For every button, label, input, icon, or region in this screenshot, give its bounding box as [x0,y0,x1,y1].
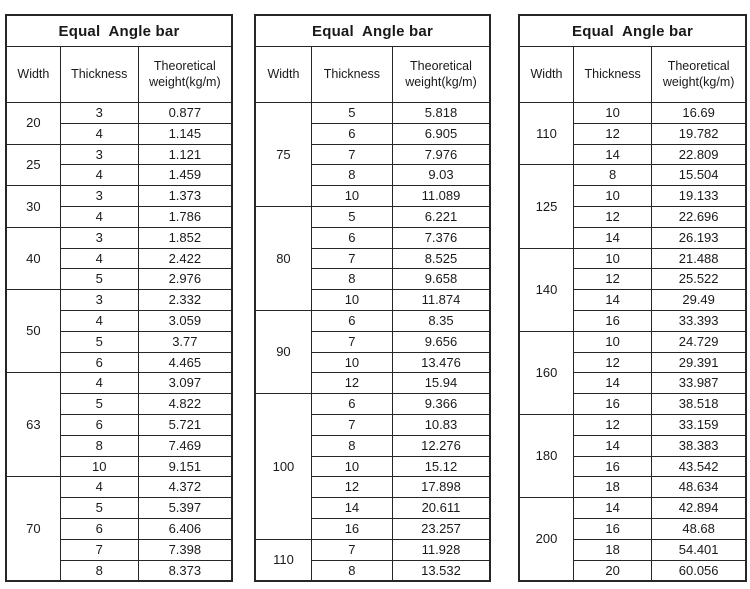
column-header-width: Width [255,47,311,103]
thickness-cell: 14 [573,227,651,248]
thickness-cell: 3 [60,144,138,165]
weight-cell: 19.782 [652,123,746,144]
weight-cell: 3.77 [138,331,232,352]
table-row [519,103,746,124]
table-row [255,539,490,560]
thickness-cell: 12 [573,206,651,227]
weight-cell: 33.159 [652,414,746,435]
width-cell: 140 [519,248,573,331]
weight-cell: 22.809 [652,144,746,165]
width-cell: 200 [519,498,573,582]
thickness-cell: 20 [573,560,651,581]
weight-cell: 4.465 [138,352,232,373]
thickness-cell: 5 [311,206,392,227]
width-cell: 20 [6,103,60,145]
weight-cell: 1.373 [138,186,232,207]
width-cell: 70 [6,477,60,581]
table-row [519,498,746,519]
thickness-cell: 18 [573,539,651,560]
width-cell: 180 [519,414,573,497]
thickness-cell: 4 [60,248,138,269]
table-row [6,290,232,311]
thickness-cell: 10 [311,186,392,207]
weight-cell: 3.097 [138,373,232,394]
weight-cell: 10.83 [392,414,490,435]
weight-cell: 23.257 [392,518,490,539]
thickness-cell: 16 [573,394,651,415]
thickness-cell: 7 [311,248,392,269]
weight-cell: 22.696 [652,206,746,227]
weight-cell: 15.504 [652,165,746,186]
weight-cell: 8.35 [392,310,490,331]
column-header-thickness: Thickness [311,47,392,103]
table-head [255,15,490,103]
width-cell: 50 [6,290,60,373]
weight-cell: 48.634 [652,477,746,498]
weight-cell: 20.611 [392,498,490,519]
weight-cell: 5.818 [392,103,490,124]
thickness-cell: 12 [573,414,651,435]
thickness-cell: 6 [311,227,392,248]
thickness-cell: 10 [311,290,392,311]
weight-cell: 38.518 [652,394,746,415]
thickness-cell: 10 [573,331,651,352]
thickness-cell: 8 [573,165,651,186]
thickness-cell: 14 [573,373,651,394]
table-title: Equal Angle bar [6,15,232,47]
width-cell: 110 [255,539,311,581]
weight-cell: 11.928 [392,539,490,560]
thickness-cell: 5 [60,269,138,290]
thickness-cell: 16 [573,310,651,331]
thickness-cell: 4 [60,477,138,498]
weight-cell: 2.332 [138,290,232,311]
thickness-cell: 16 [311,518,392,539]
table-row [6,103,232,124]
thickness-cell: 4 [60,123,138,144]
table-head [519,15,746,103]
thickness-cell: 14 [573,290,651,311]
table-row [6,373,232,394]
weight-cell: 4.822 [138,394,232,415]
thickness-cell: 6 [311,394,392,415]
thickness-cell: 3 [60,227,138,248]
weight-cell: 4.372 [138,477,232,498]
weight-cell: 9.658 [392,269,490,290]
thickness-cell: 10 [311,456,392,477]
thickness-cell: 4 [60,310,138,331]
weight-cell: 12.276 [392,435,490,456]
column-header-thickness: Thickness [60,47,138,103]
table-row [519,165,746,186]
weight-cell: 6.905 [392,123,490,144]
width-cell: 63 [6,373,60,477]
width-cell: 75 [255,103,311,207]
table-row [519,331,746,352]
weight-cell: 2.422 [138,248,232,269]
width-cell: 40 [6,227,60,289]
thickness-cell: 3 [60,186,138,207]
weight-cell: 7.398 [138,539,232,560]
width-cell: 25 [6,144,60,186]
thickness-cell: 14 [573,498,651,519]
weight-cell: 15.12 [392,456,490,477]
thickness-cell: 5 [60,331,138,352]
table-row [255,394,490,415]
weight-cell: 6.221 [392,206,490,227]
weight-cell: 9.366 [392,394,490,415]
thickness-cell: 8 [311,435,392,456]
weight-cell: 5.721 [138,414,232,435]
thickness-cell: 10 [573,103,651,124]
width-cell: 125 [519,165,573,248]
table-row [6,186,232,207]
width-cell: 160 [519,331,573,414]
weight-cell: 13.532 [392,560,490,581]
column-header-width: Width [6,47,60,103]
thickness-cell: 6 [60,414,138,435]
weight-cell: 54.401 [652,539,746,560]
thickness-cell: 4 [60,373,138,394]
weight-cell: 0.877 [138,103,232,124]
table-title: Equal Angle bar [519,15,746,47]
equal-angle-bar-table-2 [254,14,491,582]
width-cell: 80 [255,206,311,310]
column-header-width: Width [519,47,573,103]
thickness-cell: 8 [60,435,138,456]
table-row [255,310,490,331]
weight-cell: 2.976 [138,269,232,290]
table-row [6,144,232,165]
weight-cell: 7.976 [392,144,490,165]
weight-cell: 11.089 [392,186,490,207]
weight-cell: 48.68 [652,518,746,539]
thickness-cell: 7 [311,414,392,435]
weight-cell: 38.383 [652,435,746,456]
weight-cell: 1.852 [138,227,232,248]
thickness-cell: 10 [311,352,392,373]
column-header-weight: Theoretical weight(kg/m) [138,47,232,103]
thickness-cell: 16 [573,456,651,477]
thickness-cell: 14 [573,435,651,456]
thickness-cell: 12 [573,352,651,373]
weight-cell: 43.542 [652,456,746,477]
thickness-cell: 12 [573,123,651,144]
thickness-cell: 5 [311,103,392,124]
table-row [255,103,490,124]
thickness-cell: 16 [573,518,651,539]
thickness-cell: 6 [60,518,138,539]
weight-cell: 7.469 [138,435,232,456]
weight-cell: 24.729 [652,331,746,352]
thickness-cell: 8 [311,269,392,290]
table-body [519,103,746,582]
weight-cell: 17.898 [392,477,490,498]
column-header-weight: Theoretical weight(kg/m) [652,47,746,103]
thickness-cell: 5 [60,394,138,415]
equal-angle-bar-table-3 [518,14,747,582]
thickness-cell: 6 [60,352,138,373]
weight-cell: 8.525 [392,248,490,269]
weight-cell: 26.193 [652,227,746,248]
thickness-cell: 4 [60,206,138,227]
weight-cell: 60.056 [652,560,746,581]
weight-cell: 16.69 [652,103,746,124]
thickness-cell: 5 [60,498,138,519]
equal-angle-bar-table-1 [5,14,233,582]
weight-cell: 29.391 [652,352,746,373]
weight-cell: 29.49 [652,290,746,311]
weight-cell: 42.894 [652,498,746,519]
thickness-cell: 3 [60,290,138,311]
weight-cell: 3.059 [138,310,232,331]
thickness-cell: 14 [573,144,651,165]
thickness-cell: 14 [311,498,392,519]
thickness-cell: 7 [311,539,392,560]
column-header-thickness: Thickness [573,47,651,103]
thickness-cell: 12 [311,477,392,498]
column-header-weight: Theoretical weight(kg/m) [392,47,490,103]
table-body [6,103,232,582]
weight-cell: 1.145 [138,123,232,144]
weight-cell: 1.459 [138,165,232,186]
table-body [255,103,490,582]
thickness-cell: 8 [60,560,138,581]
weight-cell: 7.376 [392,227,490,248]
weight-cell: 33.987 [652,373,746,394]
table-row [519,248,746,269]
thickness-cell: 6 [311,310,392,331]
width-cell: 30 [6,186,60,228]
thickness-cell: 7 [311,144,392,165]
weight-cell: 5.397 [138,498,232,519]
table-row [6,227,232,248]
thickness-cell: 10 [573,248,651,269]
weight-cell: 9.03 [392,165,490,186]
weight-cell: 21.488 [652,248,746,269]
thickness-cell: 12 [573,269,651,290]
thickness-cell: 6 [311,123,392,144]
thickness-cell: 12 [311,373,392,394]
width-cell: 110 [519,103,573,165]
width-cell: 100 [255,394,311,540]
weight-cell: 9.151 [138,456,232,477]
width-cell: 90 [255,310,311,393]
weight-cell: 19.133 [652,186,746,207]
table-title: Equal Angle bar [255,15,490,47]
weight-cell: 33.393 [652,310,746,331]
weight-cell: 11.874 [392,290,490,311]
thickness-cell: 8 [311,165,392,186]
thickness-cell: 7 [311,331,392,352]
table-row [255,206,490,227]
table-head [6,15,232,103]
thickness-cell: 4 [60,165,138,186]
table-row [6,477,232,498]
thickness-cell: 10 [60,456,138,477]
weight-cell: 25.522 [652,269,746,290]
thickness-cell: 10 [573,186,651,207]
weight-cell: 1.786 [138,206,232,227]
weight-cell: 13.476 [392,352,490,373]
weight-cell: 9.656 [392,331,490,352]
table-row [519,414,746,435]
weight-cell: 8.373 [138,560,232,581]
weight-cell: 6.406 [138,518,232,539]
thickness-cell: 8 [311,560,392,581]
weight-cell: 15.94 [392,373,490,394]
weight-cell: 1.121 [138,144,232,165]
thickness-cell: 3 [60,103,138,124]
thickness-cell: 7 [60,539,138,560]
thickness-cell: 18 [573,477,651,498]
